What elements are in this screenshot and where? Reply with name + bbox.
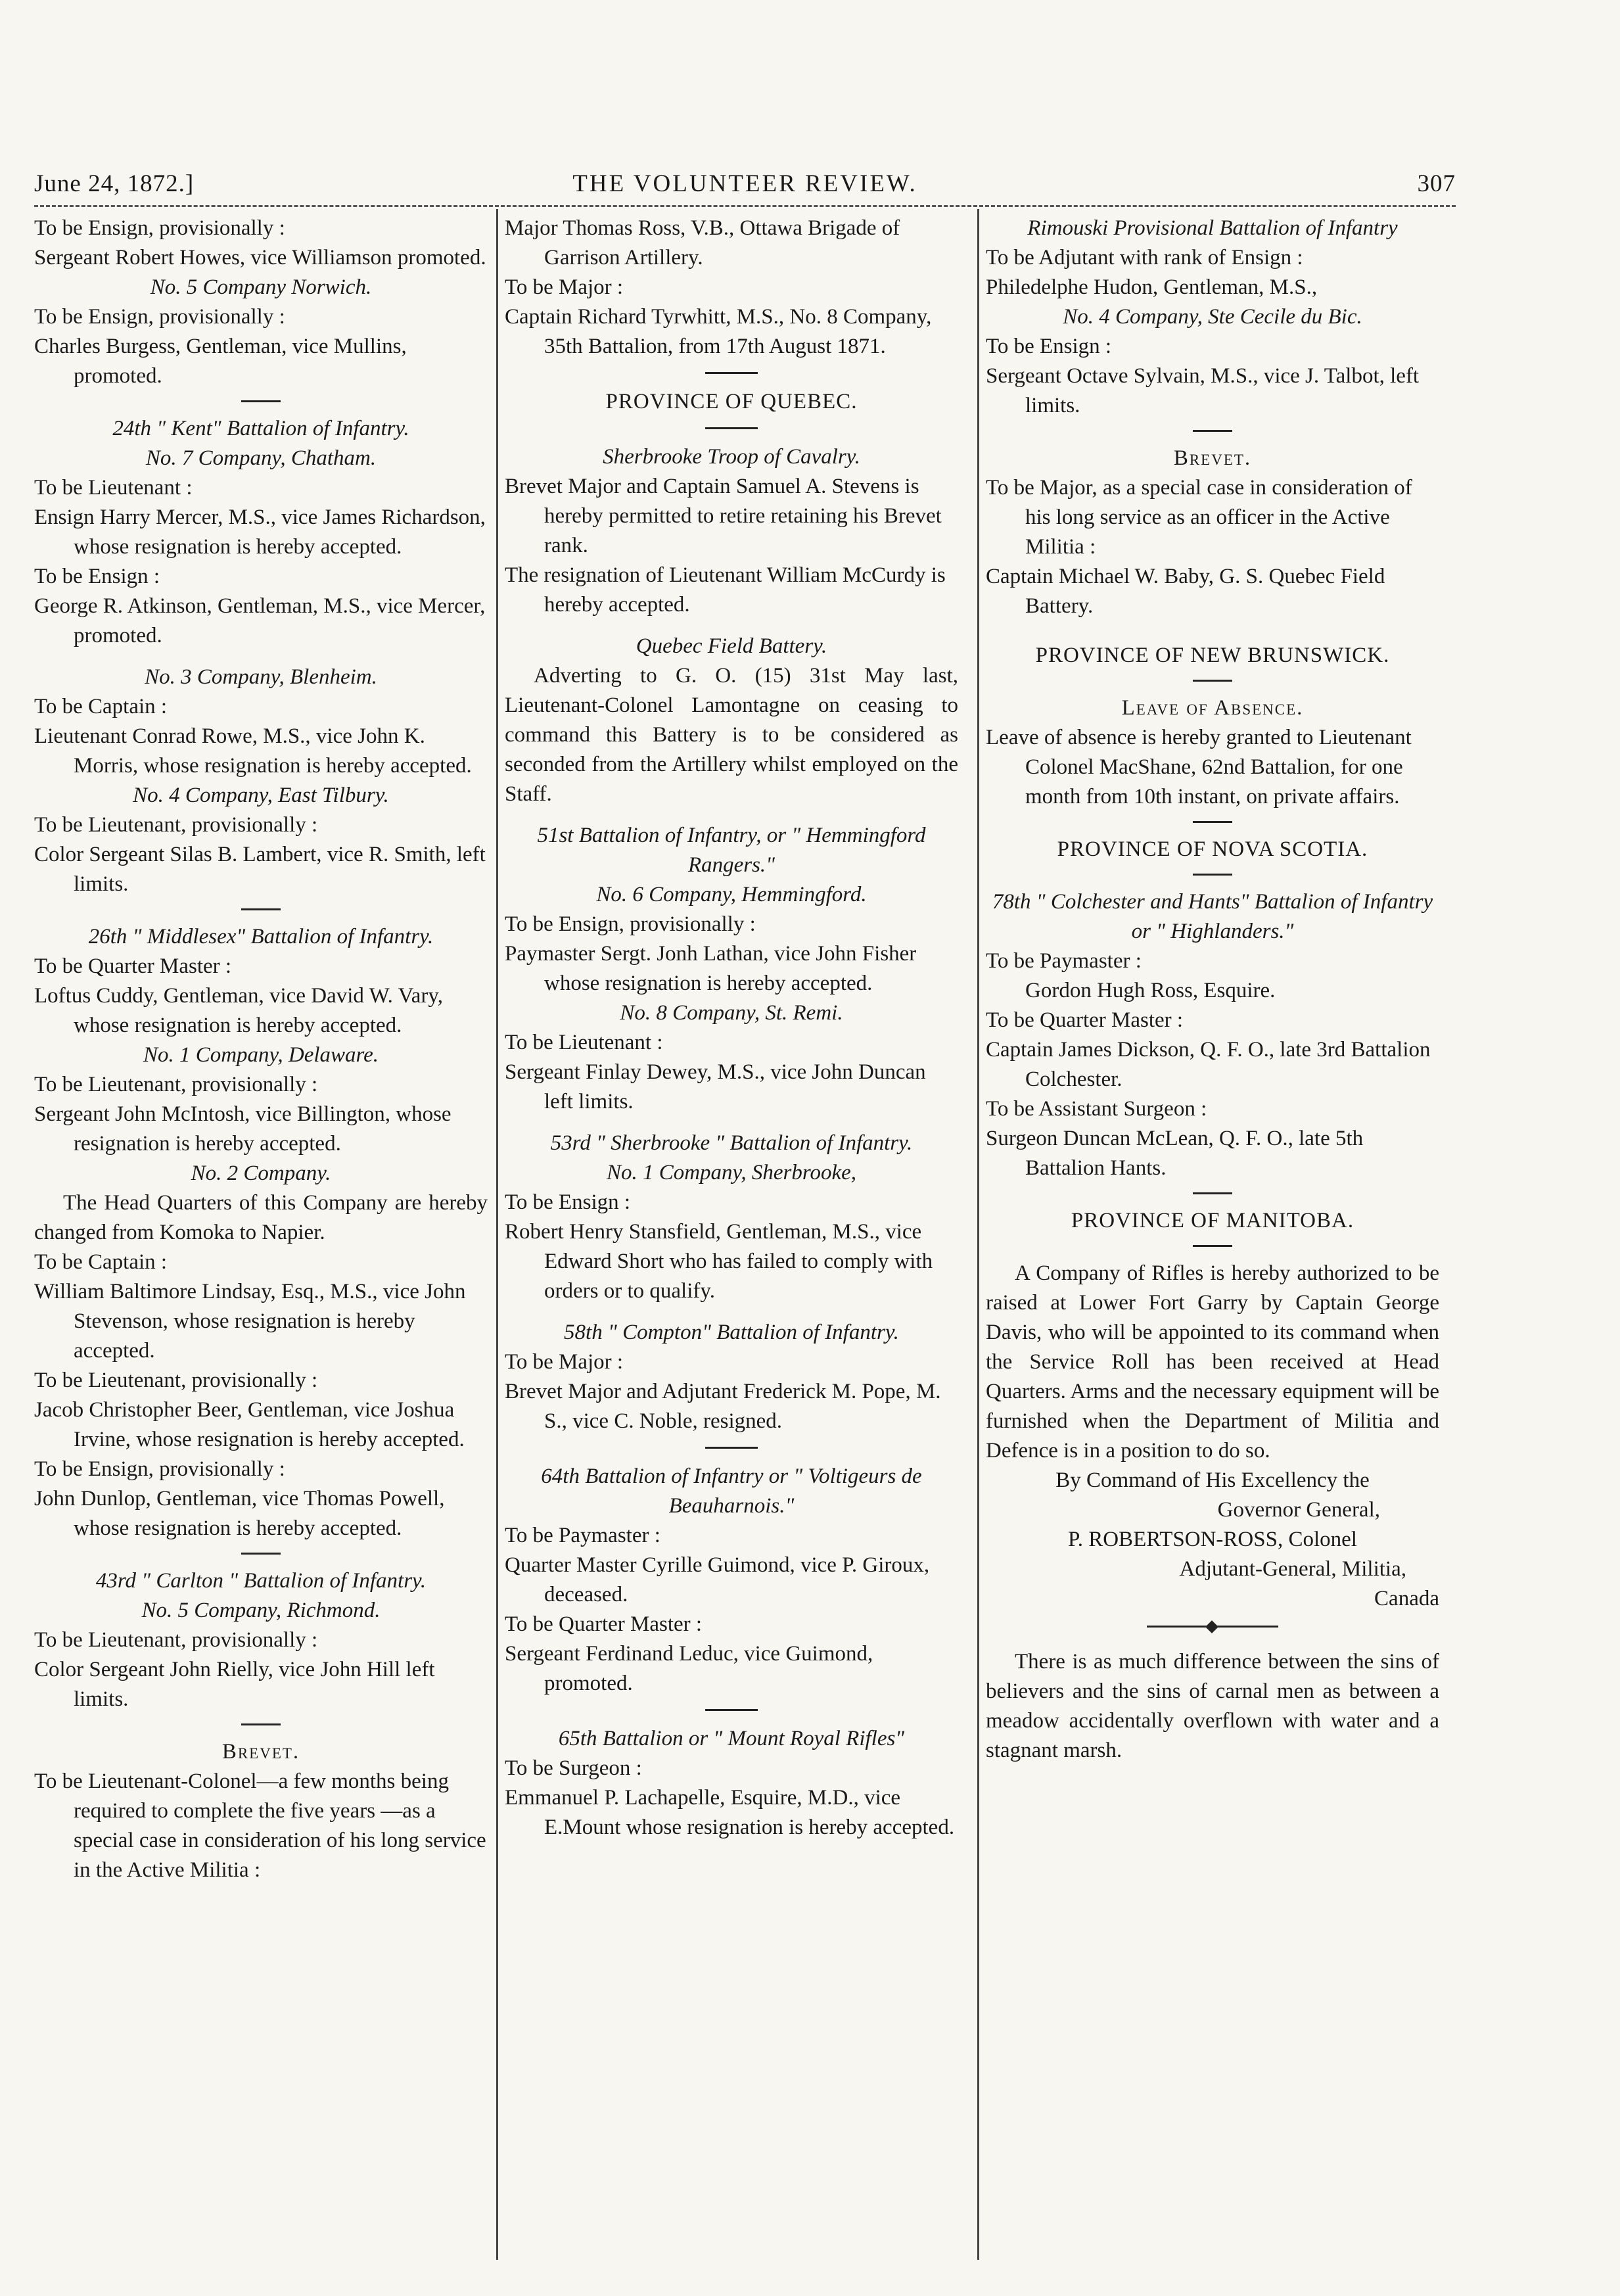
notice-paragraph: The Head Quarters of this Company are hereby changed from Komoka to Napier. [34,1191,488,1244]
appointment-entry: Surgeon Duncan McLean, Q. F. O., late 5th Battalion Hants. [986,1127,1364,1180]
appointment-heading: To be Captain : [34,1250,168,1274]
appointment-heading: To be Ensign : [505,1190,631,1214]
brevet-heading: Brevet. [221,1740,300,1764]
column-left [34,214,488,1885]
appointment-entry: To be Lieutenant-Colonel—a few months being required to complete the five years —as a special case in consideration of his long service in the Active Militia : [34,1769,486,1882]
ornamental-rule [1147,1626,1278,1628]
appointment-entry: Color Sergeant John Rielly, vice John Hill left limits. [34,1658,435,1711]
appointment-entry: Captain Richard Tyrwhitt, M.S., No. 8 Company, 35th Battalion, from 17th August 1871. [505,305,932,358]
appointment-heading: To be Captain : [34,695,168,718]
battalion-heading: Rimouski Provisional Battalion of Infantry [1027,216,1398,240]
province-heading: PROVINCE OF NOVA SCOTIA. [1057,837,1368,861]
company-heading: No. 4 Company, Ste Cecile du Bic. [1063,305,1362,329]
appointment-entry: Emmanuel P. Lachapelle, Esquire, M.D., vice E.Mount whose resignation is hereby accepted. [505,1786,955,1839]
notice-paragraph: Leave of absence is hereby granted to Lieutenant Colonel MacShane, 62nd Battalion, for one month from 10th instant, on private affairs. [986,726,1412,808]
company-heading: No. 5 Company, Richmond. [141,1599,381,1622]
province-heading: PROVINCE OF NEW BRUNSWICK. [1035,644,1390,667]
section-rule [241,1553,281,1555]
page-number: 307 [1417,170,1456,197]
appointment-heading: To be Lieutenant, provisionally : [34,1369,318,1392]
appointment-heading: To be Quarter Master : [505,1612,703,1636]
appointment-heading: To be Ensign, provisionally : [34,1457,285,1481]
column-divider [496,209,498,2260]
notice-paragraph: Brevet Major and Captain Samuel A. Stevens is hereby permitted to retire retaining his Brevet rank. [505,475,942,557]
appointment-heading: To be Lieutenant, provisionally : [34,813,318,837]
notice-paragraph: A Company of Rifles is hereby authorized to be raised at Lower Fort Garry by Captain George Davis, who will be appointed to its command when the Service Roll has been received at Head Quarters. Arms and the necessary equipment will be furnished when the Department of Militia and Defence is in a position to do so. [986,1261,1439,1463]
appointment-heading: To be Ensign, provisionally : [34,216,285,240]
appointment-entry: Quarter Master Cyrille Guimond, vice P. Giroux, deceased. [505,1553,930,1606]
battalion-heading: 58th " Compton" Battalion of Infantry. [564,1321,899,1344]
section-rule [241,1723,281,1725]
section-rule [705,427,758,429]
section-rule [705,1709,758,1711]
publication-title: THE VOLUNTEER REVIEW. [572,170,917,197]
appointment-entry: Color Sergeant Silas B. Lambert, vice R. Smith, left limits. [34,843,486,896]
appointment-entry: Paymaster Sergt. Jonh Lathan, vice John Fisher whose resignation is hereby accepted. [505,942,917,995]
section-rule [705,372,758,374]
unit-heading: Quebec Field Battery. [636,634,827,658]
appointment-entry: Sergeant John McIntosh, vice Billington, whose resignation is hereby accepted. [34,1102,451,1156]
signature-line: Governor General, [1217,1498,1380,1522]
appointment-entry: George R. Atkinson, Gentleman, M.S., vice Mercer, promoted. [34,594,486,647]
appointment-heading: To be Lieutenant, provisionally : [34,1628,318,1652]
signature-line: Adjutant-General, Militia, [1179,1557,1406,1581]
appointment-entry: Charles Burgess, Gentleman, vice Mullins, promoted. [34,335,407,388]
appointment-heading: To be Lieutenant : [505,1031,663,1054]
notice-paragraph: Adverting to G. O. (15) 31st May last, Lieutenant-Colonel Lamontagne on ceasing to command this Battery is to be considered as seconded from the Artillery whilst employed on the Staff. [505,664,958,806]
appointment-entry: Sergeant Ferdinand Leduc, vice Guimond, promoted. [505,1642,873,1695]
company-heading: No. 6 Company, Hemmingford. [596,883,867,906]
company-heading: No. 5 Company Norwich. [150,275,372,299]
appointment-entry: Captain Michael W. Baby, G. S. Quebec Field Battery. [986,565,1385,618]
section-rule [1193,1245,1232,1247]
appointment-entry: Captain James Dickson, Q. F. O., late 3rd Battalion Colchester. [986,1038,1431,1091]
company-heading: No. 2 Company. [191,1161,331,1185]
battalion-heading: 53rd " Sherbrooke " Battalion of Infantry. [550,1131,913,1155]
appointment-heading: To be Quarter Master : [986,1008,1184,1032]
signature-name: P. ROBERTSON-ROSS, Colonel [1068,1528,1357,1551]
battalion-heading: 78th " Colchester and Hants" Battalion of Infantry or " Highlanders." [992,890,1433,943]
appointment-heading: To be Surgeon : [505,1756,642,1780]
unit-heading: Sherbrooke Troop of Cavalry. [603,445,860,469]
company-heading: No. 8 Company, St. Remi. [620,1001,843,1025]
appointment-entry: Robert Henry Stansfield, Gentleman, M.S., vice Edward Short who has failed to comply with orders or to qualify. [505,1220,933,1303]
appointment-entry: Jacob Christopher Beer, Gentleman, vice Joshua Irvine, whose resignation is hereby accepted. [34,1398,465,1451]
signature-line: Canada [1374,1587,1439,1610]
notice-paragraph: To be Major, as a special case in consideration of his long service as an officer in the Active Militia : [986,476,1412,559]
column-middle [505,214,958,1842]
battalion-heading: 65th Battalion or " Mount Royal Rifles" [558,1727,905,1750]
appointment-entry: Sergeant Finlay Dewey, M.S., vice John Duncan left limits. [505,1060,926,1113]
section-rule [1193,821,1232,823]
appointment-heading: To be Paymaster : [986,949,1142,973]
appointment-entry: Lieutenant Conrad Rowe, M.S., vice John K. Morris, whose resignation is hereby accepted. [34,724,472,778]
section-rule [1193,1192,1232,1194]
section-rule [1193,680,1232,682]
appointment-heading: To be Assistant Surgeon : [986,1097,1207,1121]
notice-paragraph: There is as much difference between the sins of believers and the sins of carnal men as between a meadow accidentally overflown with water and a stagnant marsh. [986,1650,1439,1762]
company-heading: No. 4 Company, East Tilbury. [133,784,389,807]
battalion-heading: 24th " Kent" Battalion of Infantry. [112,417,409,440]
section-rule [241,400,281,402]
section-rule [705,1447,758,1449]
appointment-heading: To be Major : [505,275,624,299]
notice-paragraph: The resignation of Lieutenant William McCurdy is hereby accepted. [505,563,946,617]
appointment-entry: John Dunlop, Gentleman, vice Thomas Powell, whose resignation is hereby accepted. [34,1487,445,1540]
appointment-entry: Loftus Cuddy, Gentleman, vice David W. Vary, whose resignation is hereby accepted. [34,984,444,1037]
appointment-entry: Sergeant Octave Sylvain, M.S., vice J. Talbot, left limits. [986,364,1420,417]
brevet-heading: Brevet. [1173,446,1252,470]
company-heading: No. 1 Company, Delaware. [143,1043,379,1067]
appointment-heading: To be Lieutenant, provisionally : [34,1073,318,1096]
appointment-heading: To be Ensign : [34,565,160,588]
appointment-entry: Philedelphe Hudon, Gentleman, M.S., [986,275,1318,299]
battalion-heading: 43rd " Carlton " Battalion of Infantry. [95,1569,427,1593]
appointment-heading: To be Quarter Master : [34,954,232,978]
appointment-heading: To be Paymaster : [505,1524,660,1547]
appointment-entry: Gordon Hugh Ross, Esquire. [1025,979,1276,1002]
page-header [34,170,1456,209]
section-rule [1193,874,1232,876]
signature-line: By Command of His Excellency the [1055,1468,1370,1492]
column-divider [977,209,979,2260]
company-heading: No. 3 Company, Blenheim. [145,665,377,689]
section-rule [241,908,281,910]
company-heading: No. 1 Company, Sherbrooke, [606,1161,857,1184]
battalion-heading: 51st Battalion of Infantry, or " Hemmingford Rangers." [537,824,926,877]
leave-heading: Leave of Absence. [1121,696,1304,720]
appointment-heading: To be Ensign, provisionally : [34,305,285,329]
header-rule [34,205,1456,207]
appointment-entry: Sergeant Robert Howes, vice Williamson promoted. [34,246,486,269]
appointment-heading: To be Ensign, provisionally : [505,912,756,936]
issue-date: June 24, 1872.] [34,170,195,197]
appointment-heading: To be Lieutenant : [34,476,193,500]
appointment-entry: Brevet Major and Adjutant Frederick M. Pope, M. S., vice C. Noble, resigned. [505,1380,941,1433]
appointment-entry: Ensign Harry Mercer, M.S., vice James Richardson, whose resignation is hereby accepted. [34,505,486,559]
province-heading: PROVINCE OF MANITOBA. [1071,1209,1354,1232]
appointment-heading: To be Major : [505,1350,624,1374]
appointment-entry: Major Thomas Ross, V.B., Ottawa Brigade of Garrison Artillery. [505,216,900,269]
column-right [986,214,1439,1766]
appointment-entry: William Baltimore Lindsay, Esq., M.S., vice John Stevenson, whose resignation is hereby accepted. [34,1280,466,1363]
appointment-heading: To be Adjutant with rank of Ensign : [986,246,1303,269]
section-rule [1193,430,1232,432]
battalion-heading: 64th Battalion of Infantry or " Voltigeurs de Beauharnois." [541,1464,922,1518]
appointment-heading: To be Ensign : [986,335,1112,358]
company-heading: No. 7 Company, Chatham. [145,446,377,470]
province-heading: PROVINCE OF QUEBEC. [605,390,858,413]
battalion-heading: 26th " Middlesex" Battalion of Infantry. [88,925,434,949]
